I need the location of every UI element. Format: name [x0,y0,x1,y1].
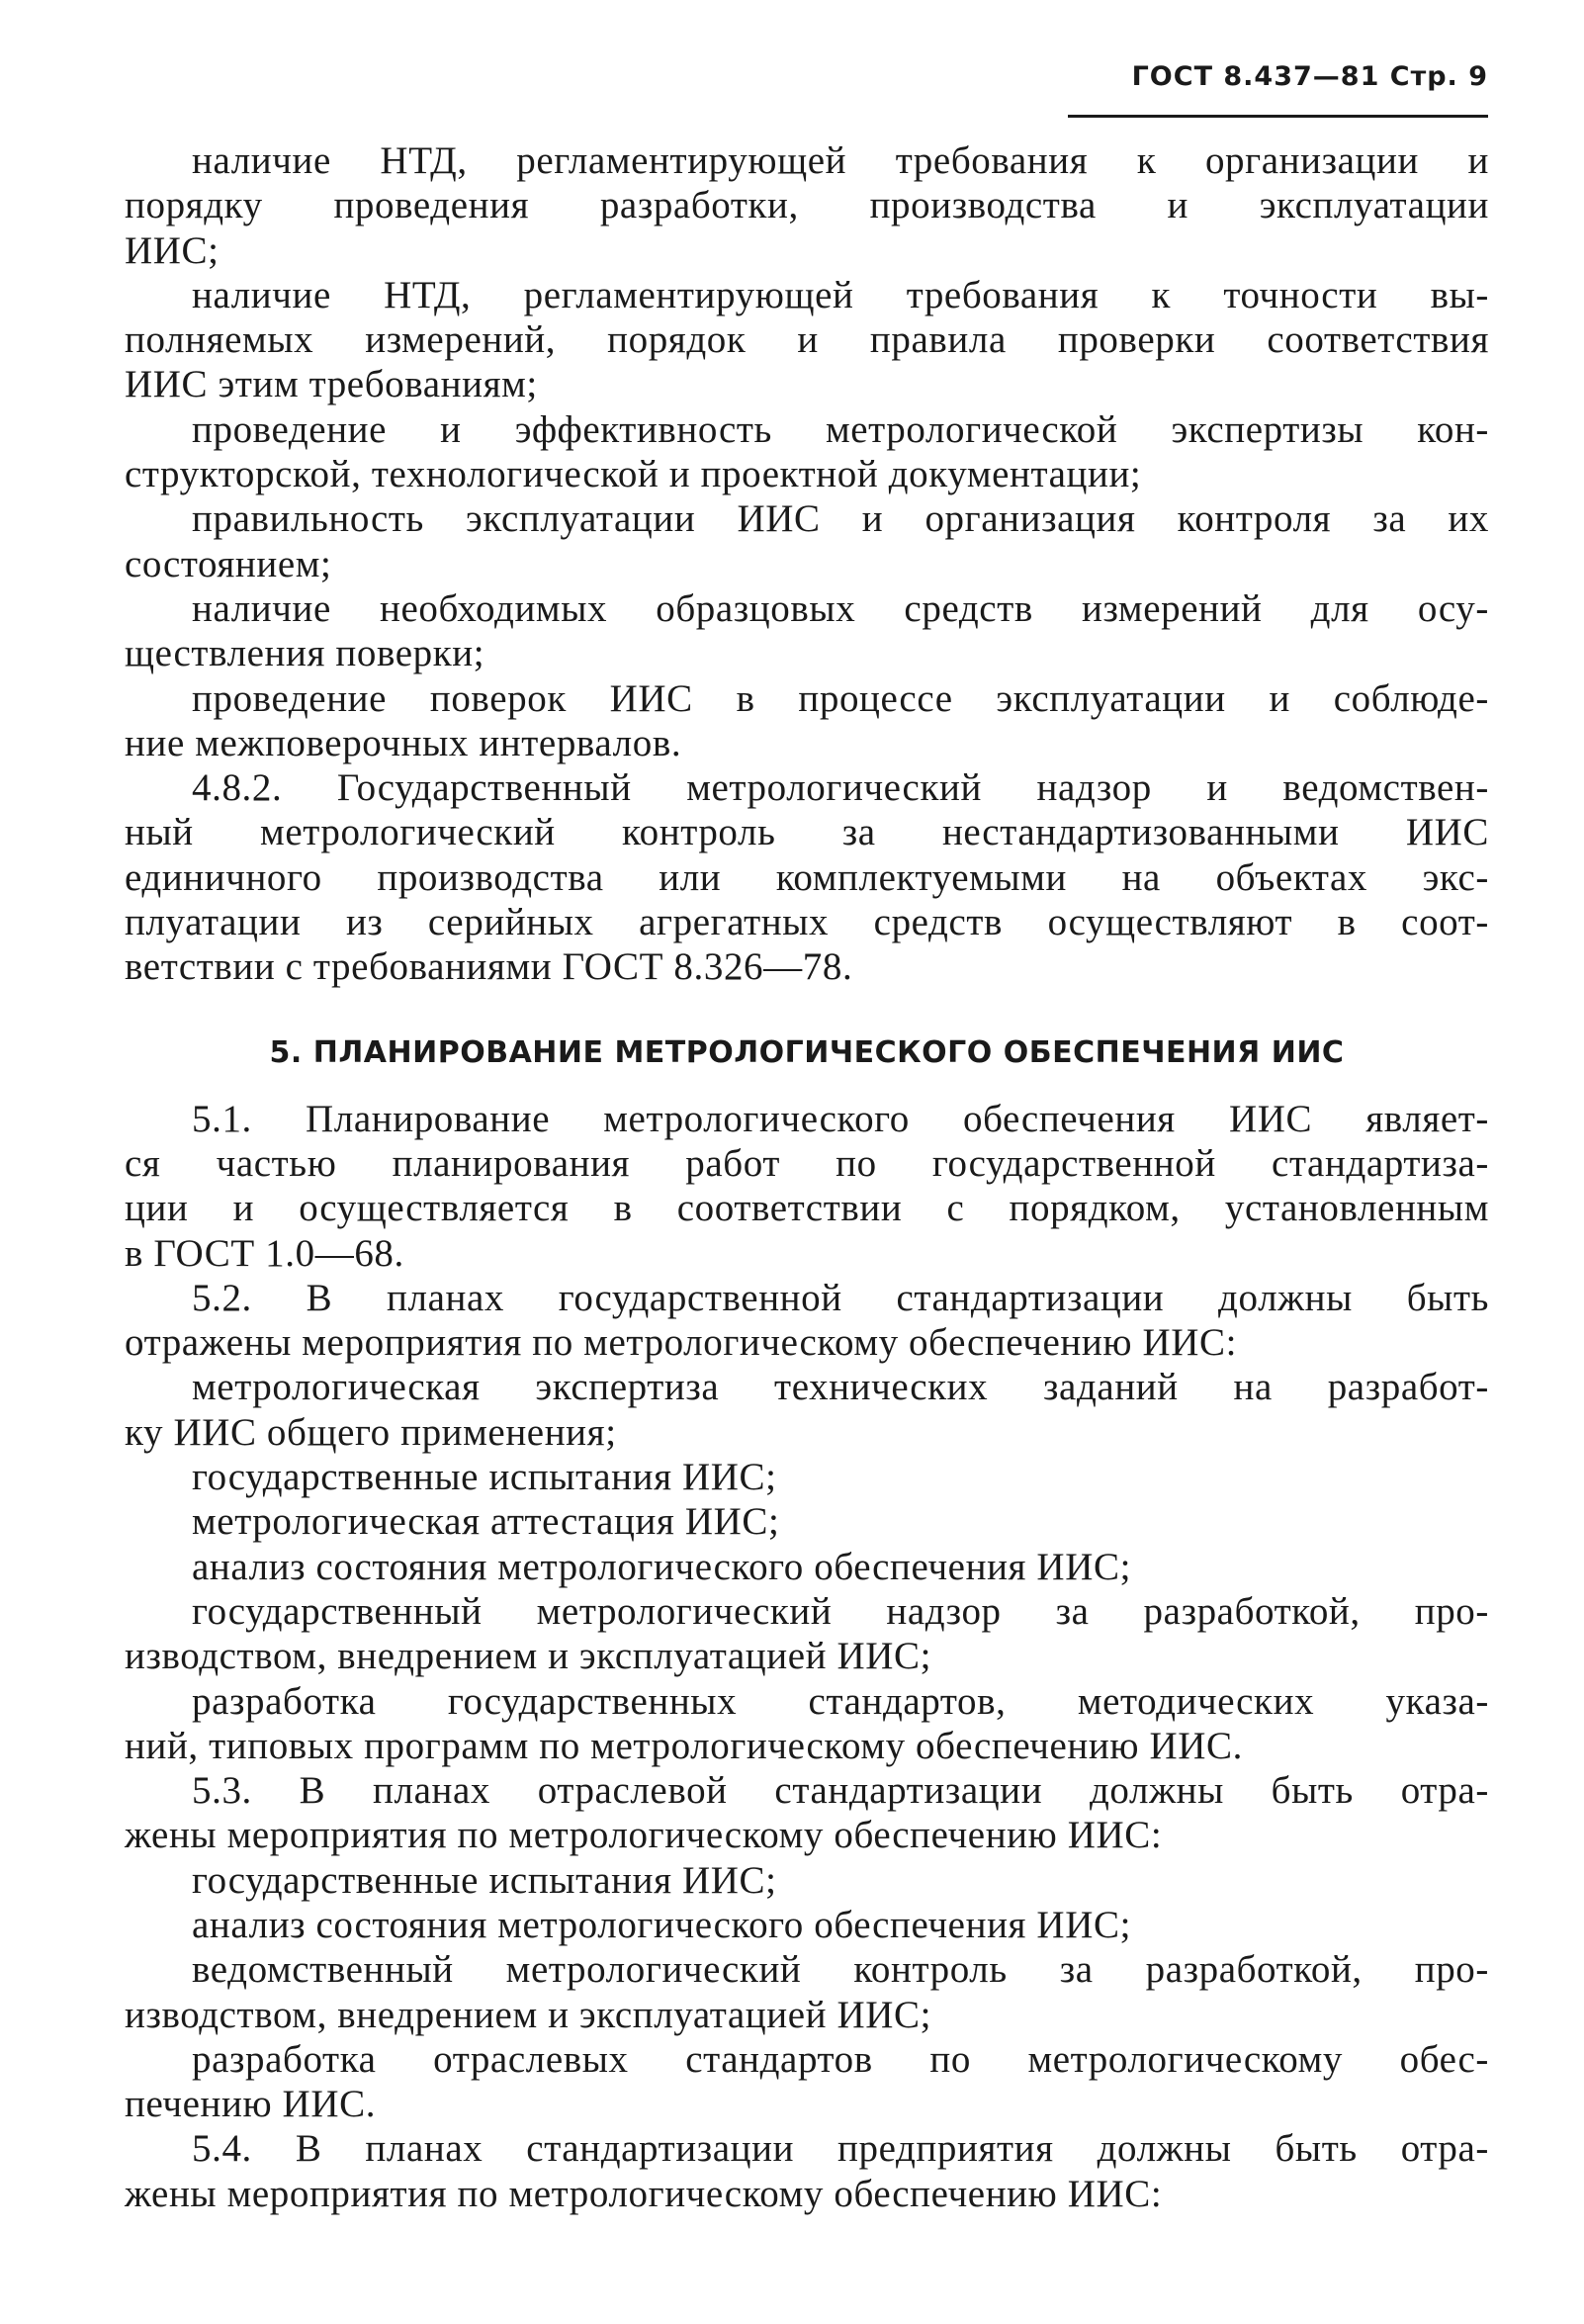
text-line: полняемых измерений, порядок и правила проверки соответствия [125,318,1489,362]
text-line: наличие необходимых образцовых средств измерений для осу- [192,586,1489,630]
text-line: проведение поверок ИИС в процессе эксплуатации и соблюде- [192,676,1489,720]
text-line: 5.1. Планирование метрологического обеспечения ИИС являет- [192,1097,1489,1140]
text-line: плуатации из серийных агрегатных средств осуществляют в соот- [125,901,1489,944]
text-line: ный метрологический контроль за нестандартизованными ИИС [125,811,1489,854]
text-line: ся частью планирования работ по государственной стандартиза- [125,1141,1489,1185]
text-line: анализ состояния метрологического обеспечения ИИС; [192,1903,1132,1946]
text-line: 5.2. В планах государственной стандартизации должны быть [192,1276,1489,1319]
text-line: жены мероприятия по метрологическому обеспечению ИИС: [125,2172,1163,2215]
text-line: разработка государственных стандартов, методических указа- [192,1679,1489,1723]
text-line: ИИС; [125,228,220,272]
document-body [125,138,1489,2216]
text-line: ции и осуществляется в соответствии с порядком, установленным [125,1187,1489,1230]
section-5-heading: 5. ПЛАНИРОВАНИЕ МЕТРОЛОГИЧЕСКОГО ОБЕСПЕЧЕНИЯ ИИС [269,1034,1345,1070]
text-line: 4.8.2. Государственный метрологический надзор и ведомствен- [192,766,1489,810]
text-line: государственные испытания ИИС; [192,1858,777,1902]
text-line: наличие НТД, регламентирующей требования к организации и [192,139,1489,182]
text-line: структорской, технологической и проектной документации; [125,453,1142,496]
text-line: государственный метрологический надзор за разработкой, про- [192,1589,1489,1633]
section-4-continued [125,138,1489,990]
text-line: отражены мероприятия по метрологическому обеспечению ИИС: [125,1321,1238,1365]
text-line: печению ИИС. [125,2083,377,2126]
text-line: ку ИИС общего применения; [125,1410,617,1454]
text-line: состоянием; [125,542,332,585]
text-line: жены мероприятия по метрологическому обеспечению ИИС: [125,1814,1163,1857]
text-line: изводством, внедрением и эксплуатацией ИИС; [125,1993,932,2036]
text-line: метрологическая экспертиза технических заданий на разработ- [192,1366,1489,1409]
text-line: наличие НТД, регламентирующей требования к точности вы- [192,273,1489,316]
header-rule [1068,115,1488,118]
text-line: ведомственный метрологический контроль за разработкой, про- [192,1948,1489,1992]
text-line: анализ состояния метрологического обеспечения ИИС; [192,1545,1132,1588]
section-5-body [125,1097,1489,2216]
text-line: ИИС этим требованиям; [125,363,538,406]
text-line: ществления поверки; [125,632,485,675]
text-line: единичного производства или комплектуемыми на объектах экс- [125,855,1489,899]
text-line: разработка отраслевых стандартов по метрологическому обес- [192,2037,1489,2081]
text-line: проведение и эффективность метрологической экспертизы кон- [192,407,1489,451]
text-line: ветствии с требованиями ГОСТ 8.326—78. [125,945,853,989]
text-line: правильность эксплуатации ИИС и организация контроля за их [192,497,1489,541]
text-line: метрологическая аттестация ИИС; [192,1500,780,1544]
text-line: 5.4. В планах стандартизации предприятия должны быть отра- [192,2127,1489,2171]
text-line: ние межповерочных интервалов. [125,721,682,764]
running-header: ГОСТ 8.437—81 Стр. 9 [1131,61,1488,92]
text-line: изводством, внедрением и эксплуатацией ИИС; [125,1635,932,1678]
text-line: государственные испытания ИИС; [192,1456,777,1499]
text-line: в ГОСТ 1.0—68. [125,1231,404,1275]
text-line: 5.3. В планах отраслевой стандартизации должны быть отра- [192,1769,1489,1813]
text-line: порядку проведения разработки, производства и эксплуатации [125,184,1489,227]
text-line: ний, типовых программ по метрологическому обеспечению ИИС. [125,1724,1243,1767]
